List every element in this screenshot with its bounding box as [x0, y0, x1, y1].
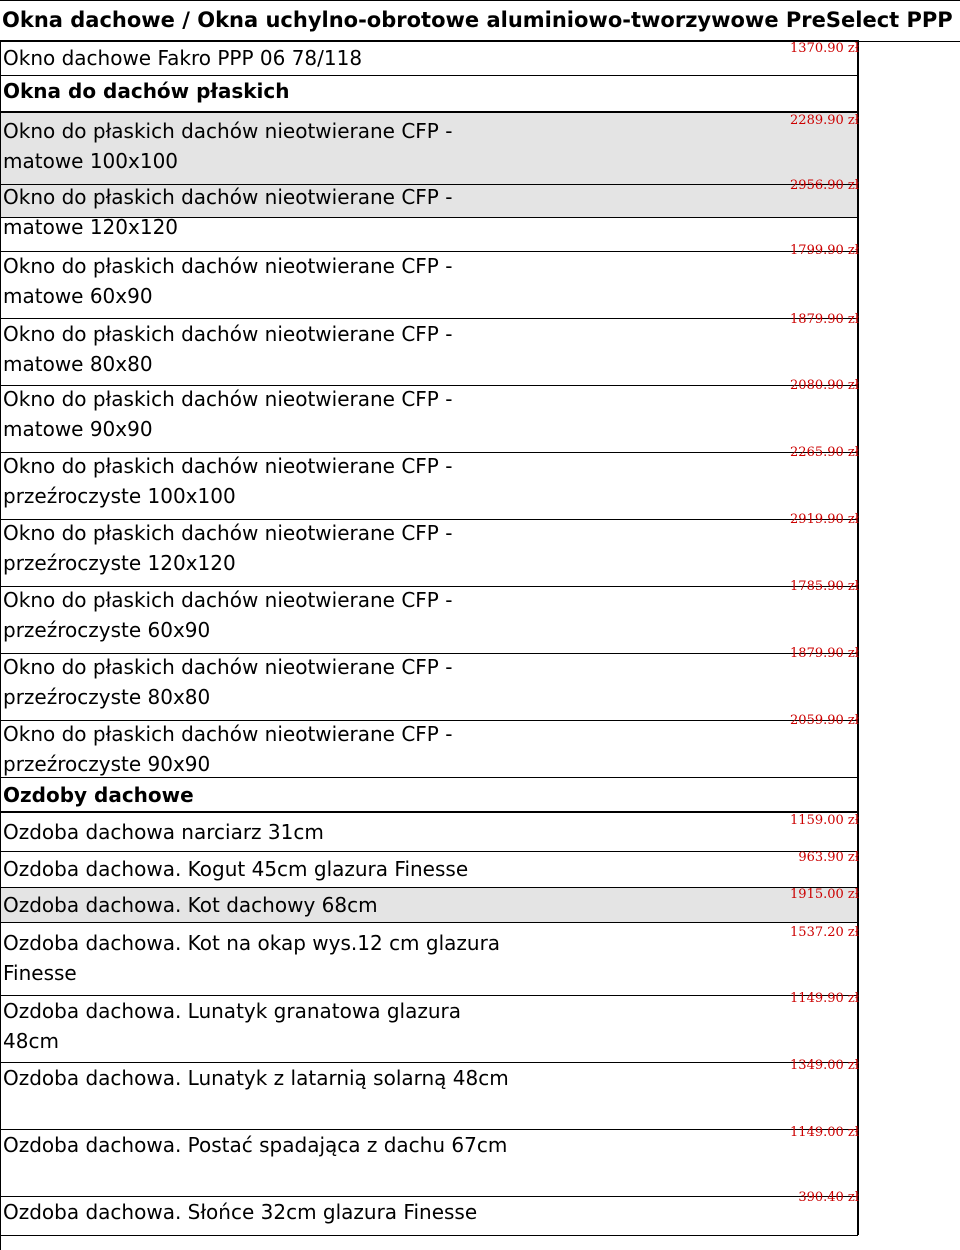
product-row-shaded[interactable] [0, 178, 859, 239]
product-price: 2265.90 zł [790, 445, 859, 460]
product-row[interactable] [0, 646, 859, 721]
product-price: 963.90 zł [798, 850, 859, 865]
product-name: Okno do płaskich dachów nieotwierane CFP - matowe 60x90 [3, 254, 453, 308]
product-price: 1915.00 zł [790, 887, 859, 902]
product-name: Okno do płaskich dachów nieotwierane CFP - przeźroczyste 100x100 [3, 454, 453, 508]
product-price: 2956.90 zł [790, 178, 859, 193]
product-name: Ozdoba dachowa. Słońce 32cm glazura Finesse [3, 1200, 478, 1224]
product-price: 2080.90 zł [790, 378, 859, 393]
product-name: Okno do płaskich dachów nieotwierane CFP - przeźroczyste 60x90 [3, 588, 453, 642]
product-row[interactable] [0, 1125, 859, 1197]
product-price: 2919.90 zł [790, 512, 859, 527]
product-row[interactable] [0, 512, 859, 587]
product-name: Ozdoba dachowa. Postać spadająca z dachu 67cm [3, 1133, 508, 1157]
product-name: Okno do płaskich dachów nieotwierane CFP - matowe 100x100 [3, 119, 453, 173]
product-row[interactable] [0, 378, 859, 453]
page-title: Okna dachowe / Okna uchylno-obrotowe aluminiowo-tworzywowe PreSelect PPP [0, 0, 960, 42]
product-name: Okno do płaskich dachów nieotwierane CFP - matowe 80x80 [3, 322, 453, 376]
product-row-wrap [0, 217, 858, 253]
product-price: 2059.90 zł [790, 713, 859, 728]
product-row[interactable] [0, 579, 859, 654]
product-row[interactable] [0, 40, 858, 76]
product-row[interactable] [0, 112, 858, 185]
product-name: Okno dachowe Fakro PPP 06 78/118 [3, 46, 363, 70]
product-row[interactable] [0, 1190, 859, 1236]
product-price: 1149.00 zł [790, 1125, 859, 1140]
product-price: 1799.90 zł [790, 243, 859, 258]
product-name: Ozdoba dachowa. Lunatyk z latarnią solarną 48cm [3, 1066, 509, 1090]
product-name: Ozdoba dachowa. Lunatyk granatowa glazura 48cm [3, 999, 461, 1053]
product-price: 390.40 zł [798, 1190, 859, 1205]
product-price: 1879.90 zł [790, 312, 859, 327]
product-price: 2289.90 zł [790, 113, 859, 128]
product-row-shaded[interactable] [0, 887, 858, 923]
product-price: 1879.90 zł [790, 646, 859, 661]
product-price: 1159.00 zł [790, 813, 859, 828]
product-row[interactable] [0, 991, 859, 1063]
product-name: Ozdoba dachowa. Kot dachowy 68cm [3, 893, 378, 917]
right-border [858, 40, 859, 1235]
product-name: Okno do płaskich dachów nieotwierane CFP - przeźroczyste 90x90 [3, 722, 453, 776]
product-row[interactable] [0, 1058, 859, 1130]
product-name: Okno do płaskich dachów nieotwierane CFP - matowe 90x90 [3, 387, 453, 441]
product-name: Okno do płaskich dachów nieotwierane CFP - przeźroczyste 80x80 [3, 655, 453, 709]
product-row[interactable] [0, 851, 858, 888]
category-heading: Okna do dachów płaskich [0, 76, 858, 112]
product-price: 1349.00 zł [790, 1058, 859, 1073]
product-name: Ozdoba dachowa narciarz 31cm [3, 820, 324, 844]
product-price: 1537.20 zł [790, 925, 859, 940]
product-name: Okno do płaskich dachów nieotwierane CFP - przeźroczyste 120x120 [3, 521, 453, 575]
product-row[interactable] [0, 922, 858, 996]
category-heading: Ozdoby dachowe [0, 778, 858, 812]
product-price: 1370.90 zł [790, 41, 859, 56]
product-price: 1149.90 zł [790, 991, 859, 1006]
product-name: Ozdoba dachowa. Kot na okap wys.12 cm glazura Finesse [3, 931, 501, 985]
product-row[interactable] [0, 713, 859, 778]
product-price: 1785.90 zł [790, 579, 859, 594]
product-name: Ozdoba dachowa. Kogut 45cm glazura Finesse [3, 857, 469, 881]
product-name: Okno do płaskich dachów nieotwierane CFP - matowe 120x120 [3, 185, 453, 239]
product-row[interactable] [0, 445, 859, 520]
product-row[interactable] [0, 312, 859, 386]
product-row[interactable] [0, 243, 859, 319]
product-row[interactable] [0, 812, 858, 852]
